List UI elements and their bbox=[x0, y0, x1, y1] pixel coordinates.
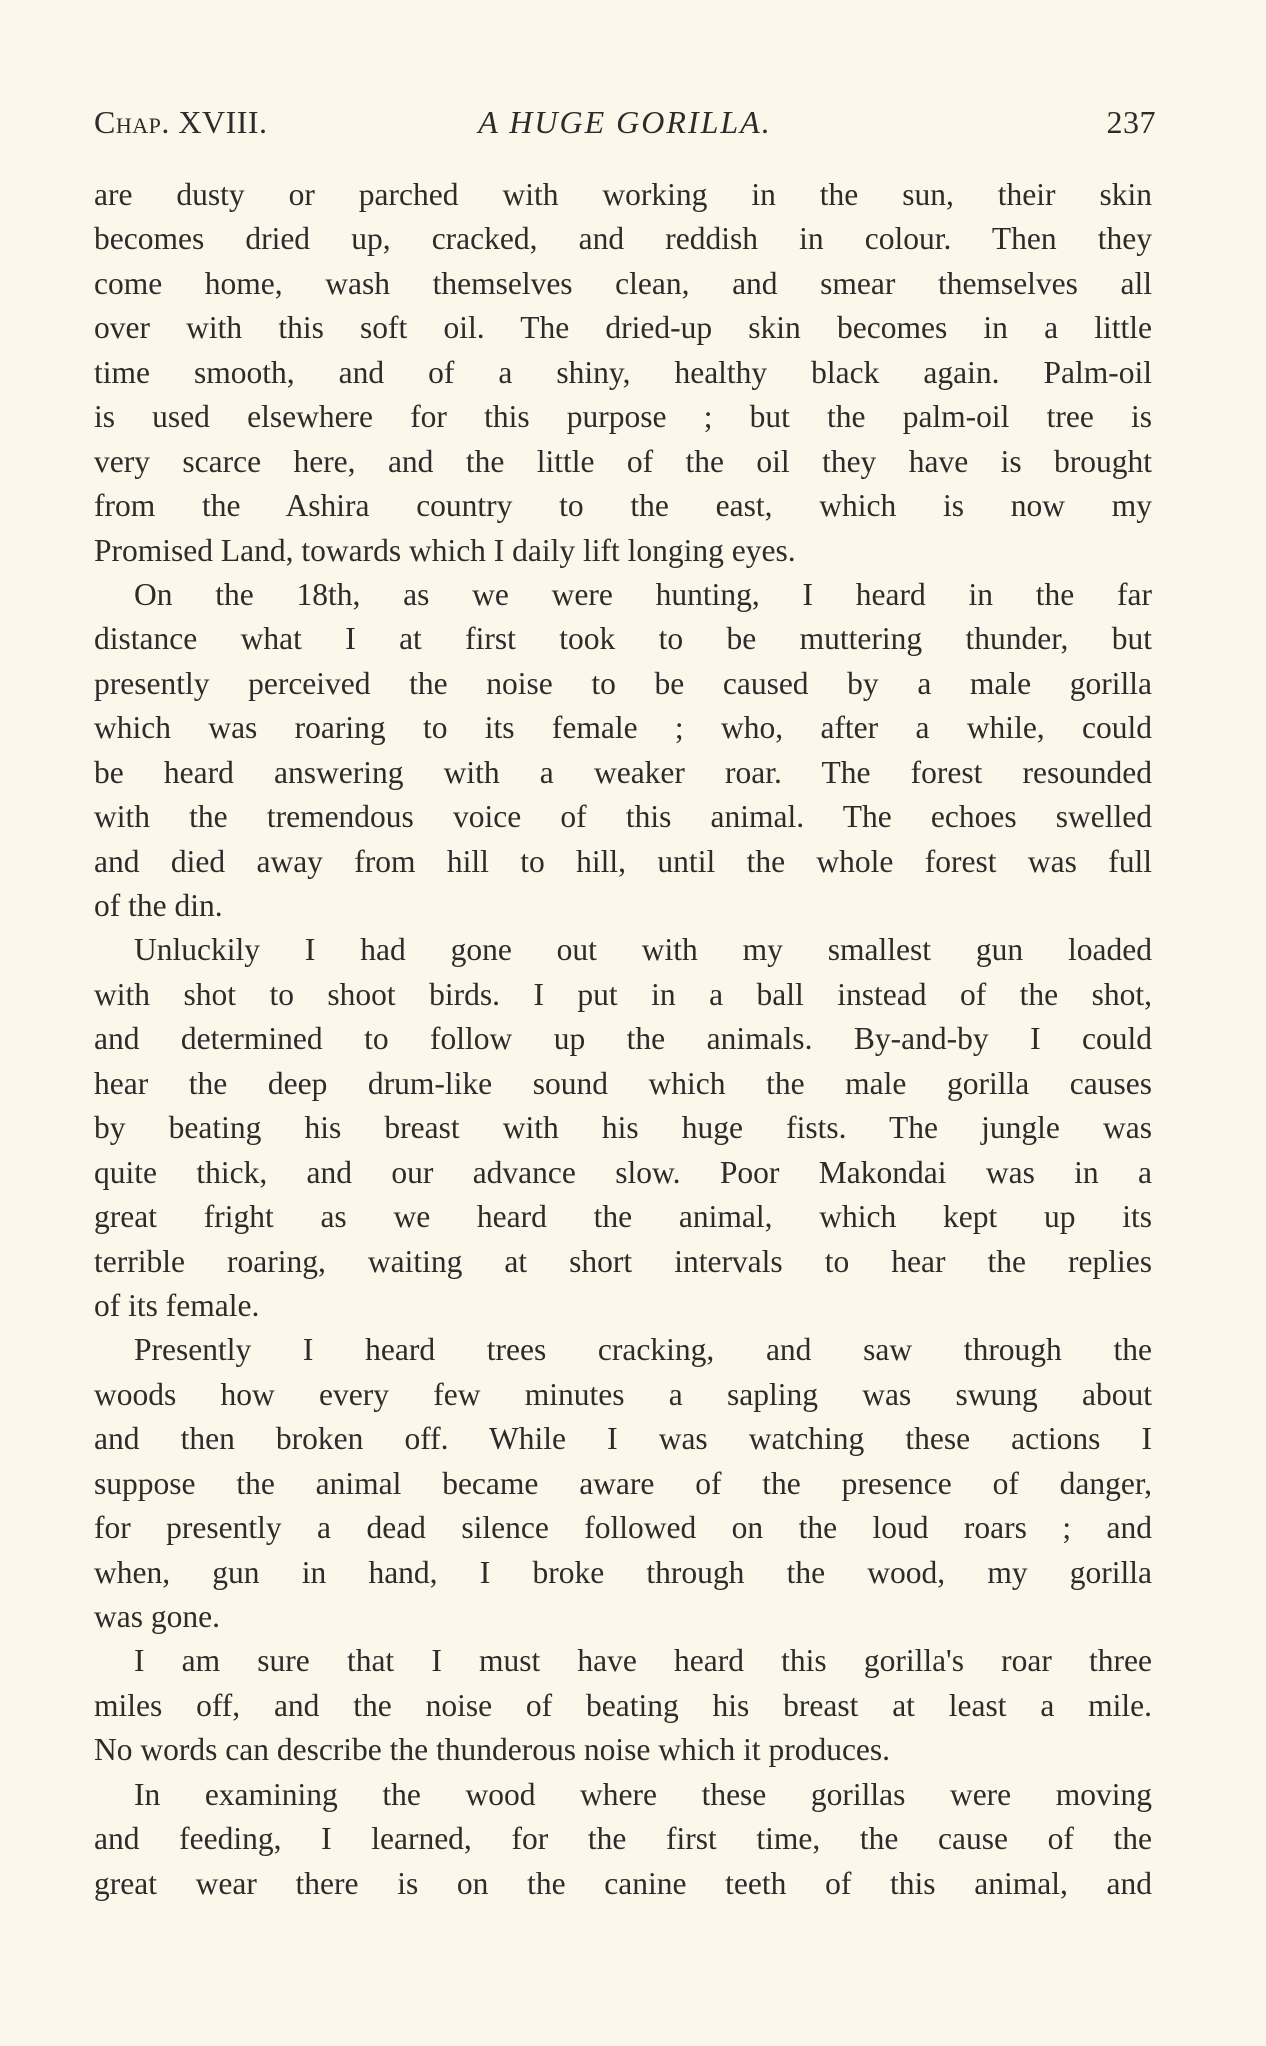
text-line: of its female. bbox=[94, 1287, 260, 1323]
text-line: of the din. bbox=[94, 888, 223, 923]
text-line: come home, wash themselves clean, and smear themselves all bbox=[94, 265, 1152, 301]
text-line: becomes dried up, cracked, and reddish in colour. Then they bbox=[94, 221, 1152, 257]
text-line: for presently a dead silence followed on the loud roars ; and bbox=[94, 1510, 1152, 1546]
paragraph-first-line: Unluckily I had gone out with my smallest gun loaded bbox=[134, 932, 1152, 968]
running-head bbox=[94, 102, 1156, 142]
text-line: and determined to follow up the animals. By-and-by I could bbox=[94, 1021, 1152, 1057]
text-line: suppose the animal became aware of the presence of danger, bbox=[94, 1465, 1152, 1501]
text-line: and died away from hill to hill, until the whole forest was full bbox=[94, 843, 1152, 879]
text-line: from the Ashira country to the east, which is now my bbox=[94, 488, 1152, 524]
text-line: by beating his breast with his huge fists. The jungle was bbox=[94, 1110, 1152, 1146]
text-line: time smooth, and of a shiny, healthy black again. Palm-oil bbox=[94, 354, 1152, 390]
text-line: and then broken off. While I was watching these actions I bbox=[94, 1421, 1152, 1457]
text-line: when, gun in hand, I broke through the wood, my gorilla bbox=[94, 1554, 1152, 1590]
chapter-title: A HUGE GORILLA. bbox=[478, 104, 772, 140]
text-line: woods how every few minutes a sapling was swung about bbox=[94, 1376, 1152, 1412]
paragraph-first-line: I am sure that I must have heard this gorilla's roar three bbox=[134, 1643, 1152, 1679]
text-line: and feeding, I learned, for the first time, the cause of the bbox=[94, 1821, 1152, 1857]
text-line: very scarce here, and the little of the oil they have is brought bbox=[94, 443, 1152, 479]
paragraph-first-line: On the 18th, as we were hunting, I heard in the far bbox=[134, 576, 1152, 612]
text-line: No words can describe the thunderous noise which it produces. bbox=[94, 1732, 891, 1768]
text-line: over with this soft oil. The dried-up skin becomes in a little bbox=[94, 310, 1152, 346]
text-line: presently perceived the noise to be caused by a male gorilla bbox=[94, 665, 1152, 701]
text-line: was gone. bbox=[94, 1599, 220, 1634]
text-line: great wear there is on the canine teeth of this animal, and bbox=[94, 1865, 1152, 1901]
chapter-label: Chap. XVIII. bbox=[94, 104, 268, 140]
text-line: distance what I at first took to be muttering thunder, but bbox=[94, 621, 1152, 657]
page-number: 237 bbox=[1106, 104, 1156, 140]
text-line: which was roaring to its female ; who, after a while, could bbox=[94, 710, 1152, 746]
text-line: Promised Land, towards which I daily lift longing eyes. bbox=[94, 532, 796, 568]
text-line: is used elsewhere for this purpose ; but the palm-oil tree is bbox=[94, 399, 1152, 435]
text-line: with shot to shoot birds. I put in a ball instead of the shot, bbox=[94, 976, 1152, 1012]
text-line: hear the deep drum-like sound which the male gorilla causes bbox=[94, 1065, 1152, 1101]
text-line: terrible roaring, waiting at short intervals to hear the replies bbox=[94, 1243, 1152, 1279]
paragraph-first-line: Presently I heard trees cracking, and saw through the bbox=[134, 1332, 1152, 1368]
text-line: miles off, and the noise of beating his breast at least a mile. bbox=[94, 1687, 1152, 1723]
paragraph-first-line: In examining the wood where these gorillas were moving bbox=[134, 1776, 1152, 1812]
text-line: quite thick, and our advance slow. Poor Makondai was in a bbox=[94, 1154, 1152, 1190]
text-line: are dusty or parched with working in the sun, their skin bbox=[94, 177, 1152, 212]
text-line: with the tremendous voice of this animal. The echoes swelled bbox=[94, 799, 1152, 835]
text-line: great fright as we heard the animal, which kept up its bbox=[94, 1199, 1152, 1235]
text-line: be heard answering with a weaker roar. The forest resounded bbox=[94, 754, 1152, 790]
body-text bbox=[94, 173, 1152, 1906]
